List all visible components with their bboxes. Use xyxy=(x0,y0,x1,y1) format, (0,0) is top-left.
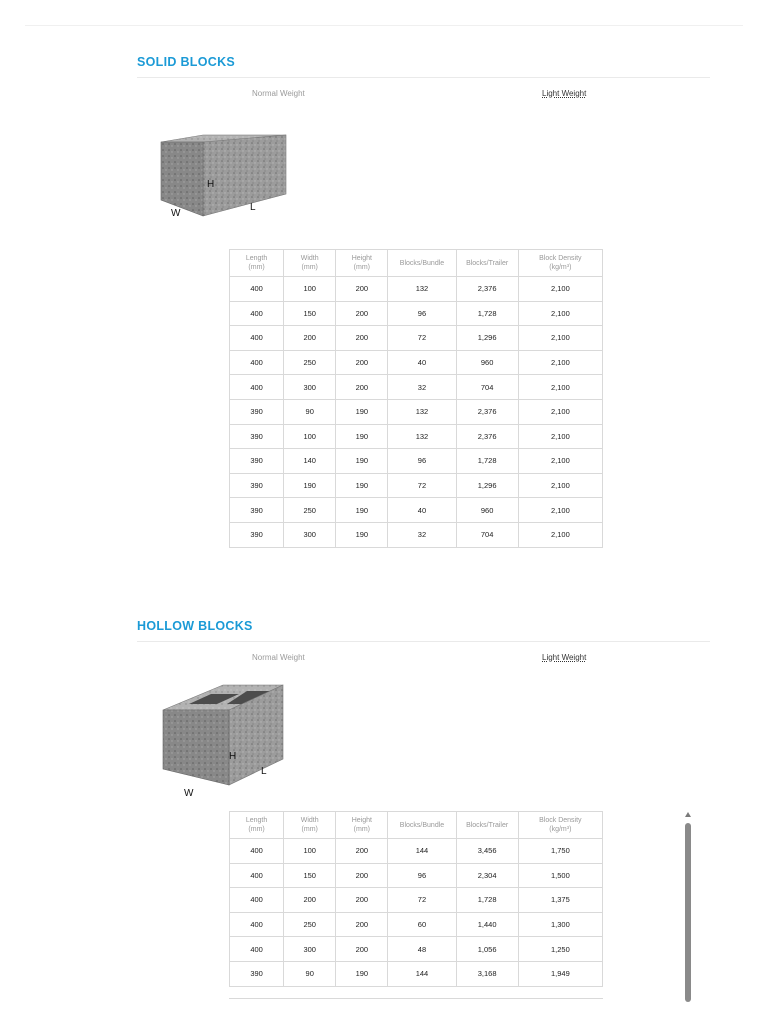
table-cell: 3,456 xyxy=(456,839,518,864)
table-cell: 1,056 xyxy=(456,937,518,962)
table-cell: 190 xyxy=(336,961,388,986)
hollow-table-body xyxy=(230,839,603,987)
table-cell: 150 xyxy=(284,863,336,888)
table-cell: 2,304 xyxy=(456,863,518,888)
table-cell: 132 xyxy=(388,277,456,302)
header-blocks-trailer xyxy=(456,250,518,277)
table-cell: 1,949 xyxy=(518,961,602,986)
table-cell: 390 xyxy=(230,498,284,523)
table-row xyxy=(230,937,603,962)
table-cell: 400 xyxy=(230,350,284,375)
table-row xyxy=(230,399,603,424)
table-cell: 1,375 xyxy=(518,888,602,913)
header-block-density-label: Block Density (kg/m³) xyxy=(539,255,582,271)
table-cell: 190 xyxy=(336,498,388,523)
table-cell: 400 xyxy=(230,888,284,913)
table-cell: 2,376 xyxy=(456,277,518,302)
hollow-section-divider xyxy=(137,641,710,642)
top-divider xyxy=(25,25,743,26)
table-cell: 200 xyxy=(336,888,388,913)
table-header-row xyxy=(230,812,603,839)
table-cell: 400 xyxy=(230,863,284,888)
table-cell: 200 xyxy=(284,326,336,351)
header-blocks-bundle xyxy=(388,250,456,277)
table-cell: 2,100 xyxy=(518,424,602,449)
table-cell: 1,296 xyxy=(456,326,518,351)
header-length xyxy=(230,250,284,277)
table-header-row xyxy=(230,250,603,277)
table-cell: 60 xyxy=(388,912,456,937)
hollow-blocks-title: HOLLOW BLOCKS xyxy=(137,619,253,633)
table-cell: 2,376 xyxy=(456,424,518,449)
table-cell: 2,100 xyxy=(518,498,602,523)
table-cell: 140 xyxy=(284,449,336,474)
table-cell: 390 xyxy=(230,424,284,449)
table-cell: 1,440 xyxy=(456,912,518,937)
table-cell: 3,168 xyxy=(456,961,518,986)
table-cell: 2,100 xyxy=(518,301,602,326)
table-cell: 400 xyxy=(230,937,284,962)
table-cell: 96 xyxy=(388,301,456,326)
solid-blocks-title: SOLID BLOCKS xyxy=(137,55,236,69)
table-cell: 200 xyxy=(336,375,388,400)
header-width xyxy=(284,250,336,277)
table-cell: 144 xyxy=(388,961,456,986)
table-cell: 2,100 xyxy=(518,522,602,547)
table-cell: 150 xyxy=(284,301,336,326)
table-row xyxy=(230,912,603,937)
table-cell: 2,100 xyxy=(518,399,602,424)
table-row xyxy=(230,326,603,351)
table-cell: 200 xyxy=(336,301,388,326)
table-cell: 90 xyxy=(284,961,336,986)
table-cell: 2,100 xyxy=(518,375,602,400)
solid-height-label: H xyxy=(207,179,215,190)
solid-table-body xyxy=(230,277,603,548)
table-scrollbar[interactable] xyxy=(684,812,692,1002)
hollow-height-label: H xyxy=(229,751,237,762)
scrollbar-thumb[interactable] xyxy=(685,823,691,1002)
solid-block-image xyxy=(143,112,308,227)
hollow-length-label: L xyxy=(261,766,267,777)
header-length xyxy=(230,812,284,839)
solid-tab-light-weight[interactable]: Light Weight xyxy=(542,89,587,98)
table-cell: 48 xyxy=(388,937,456,962)
header-length-label: Length (mm) xyxy=(245,817,268,833)
table-cell: 100 xyxy=(284,839,336,864)
table-cell: 72 xyxy=(388,473,456,498)
table-cell: 32 xyxy=(388,522,456,547)
header-blocks-bundle-label: Blocks/Bundle xyxy=(399,821,445,829)
table-cell: 300 xyxy=(284,937,336,962)
header-width-label: Width (mm) xyxy=(300,817,319,833)
table-cell: 1,296 xyxy=(456,473,518,498)
table-row xyxy=(230,449,603,474)
table-cell: 96 xyxy=(388,863,456,888)
table-cell: 960 xyxy=(456,350,518,375)
table-row xyxy=(230,961,603,986)
table-cell: 200 xyxy=(336,350,388,375)
table-cell: 200 xyxy=(336,839,388,864)
table-cell: 96 xyxy=(388,449,456,474)
header-height xyxy=(336,812,388,839)
table-cell: 40 xyxy=(388,350,456,375)
table-cell: 704 xyxy=(456,375,518,400)
table-cell: 72 xyxy=(388,888,456,913)
table-cell: 1,250 xyxy=(518,937,602,962)
table-cell: 250 xyxy=(284,912,336,937)
table-cell: 2,100 xyxy=(518,277,602,302)
header-block-density-label: Block Density (kg/m³) xyxy=(539,817,582,833)
solid-width-label: W xyxy=(171,208,181,219)
table-cell: 190 xyxy=(336,424,388,449)
table-cell: 2,376 xyxy=(456,399,518,424)
table-cell: 2,100 xyxy=(518,473,602,498)
table-cell: 132 xyxy=(388,424,456,449)
table-cell: 90 xyxy=(284,399,336,424)
table-cell: 2,100 xyxy=(518,350,602,375)
table-row xyxy=(230,375,603,400)
table-cell: 250 xyxy=(284,498,336,523)
table-cell: 40 xyxy=(388,498,456,523)
table-cell: 300 xyxy=(284,522,336,547)
solid-blocks-table xyxy=(229,249,603,548)
table-cell: 200 xyxy=(336,863,388,888)
table-row xyxy=(230,350,603,375)
table-row xyxy=(230,424,603,449)
table-cell: 200 xyxy=(336,912,388,937)
bottom-divider xyxy=(229,998,603,999)
table-cell: 200 xyxy=(336,326,388,351)
table-cell: 100 xyxy=(284,277,336,302)
table-cell: 1,728 xyxy=(456,449,518,474)
table-cell: 190 xyxy=(336,399,388,424)
table-cell: 960 xyxy=(456,498,518,523)
header-blocks-trailer-label: Blocks/Trailer xyxy=(466,259,509,267)
table-row xyxy=(230,301,603,326)
table-cell: 2,100 xyxy=(518,326,602,351)
table-cell: 72 xyxy=(388,326,456,351)
table-cell: 200 xyxy=(336,937,388,962)
hollow-block-image xyxy=(143,677,308,802)
header-block-density xyxy=(518,812,602,839)
header-blocks-trailer xyxy=(456,812,518,839)
table-cell: 400 xyxy=(230,277,284,302)
table-cell: 300 xyxy=(284,375,336,400)
header-blocks-trailer-label: Blocks/Trailer xyxy=(466,821,509,829)
table-cell: 200 xyxy=(336,277,388,302)
table-cell: 250 xyxy=(284,350,336,375)
table-row xyxy=(230,522,603,547)
table-cell: 400 xyxy=(230,839,284,864)
table-row xyxy=(230,498,603,523)
table-cell: 390 xyxy=(230,473,284,498)
table-cell: 400 xyxy=(230,326,284,351)
table-cell: 100 xyxy=(284,424,336,449)
table-cell: 400 xyxy=(230,301,284,326)
table-cell: 400 xyxy=(230,375,284,400)
header-blocks-bundle xyxy=(388,812,456,839)
table-row xyxy=(230,839,603,864)
table-cell: 400 xyxy=(230,912,284,937)
table-cell: 200 xyxy=(284,888,336,913)
table-cell: 1,728 xyxy=(456,888,518,913)
table-cell: 132 xyxy=(388,399,456,424)
table-cell: 390 xyxy=(230,449,284,474)
table-cell: 1,728 xyxy=(456,301,518,326)
solid-length-label: L xyxy=(250,202,256,213)
table-cell: 390 xyxy=(230,522,284,547)
table-cell: 32 xyxy=(388,375,456,400)
table-row xyxy=(230,888,603,913)
hollow-width-label: W xyxy=(184,788,194,799)
table-cell: 190 xyxy=(336,449,388,474)
scroll-up-arrow-icon[interactable] xyxy=(685,812,691,817)
hollow-blocks-table xyxy=(229,811,603,987)
table-cell: 704 xyxy=(456,522,518,547)
table-cell: 1,300 xyxy=(518,912,602,937)
table-cell: 190 xyxy=(336,473,388,498)
table-row xyxy=(230,863,603,888)
table-cell: 190 xyxy=(284,473,336,498)
table-row xyxy=(230,277,603,302)
header-height-label: Height (mm) xyxy=(351,255,372,271)
header-width xyxy=(284,812,336,839)
table-cell: 1,750 xyxy=(518,839,602,864)
header-width-label: Width (mm) xyxy=(300,255,319,271)
table-cell: 390 xyxy=(230,399,284,424)
table-row xyxy=(230,473,603,498)
table-cell: 144 xyxy=(388,839,456,864)
header-length-label: Length (mm) xyxy=(245,255,268,271)
table-cell: 390 xyxy=(230,961,284,986)
hollow-tab-normal-weight[interactable]: Normal Weight xyxy=(252,653,305,662)
table-cell: 2,100 xyxy=(518,449,602,474)
header-height-label: Height (mm) xyxy=(351,817,372,833)
hollow-tab-light-weight[interactable]: Light Weight xyxy=(542,653,587,662)
table-cell: 190 xyxy=(336,522,388,547)
header-height xyxy=(336,250,388,277)
table-cell: 1,500 xyxy=(518,863,602,888)
solid-section-divider xyxy=(137,77,710,78)
header-block-density xyxy=(518,250,602,277)
header-blocks-bundle-label: Blocks/Bundle xyxy=(399,259,445,267)
solid-tab-normal-weight[interactable]: Normal Weight xyxy=(252,89,305,98)
